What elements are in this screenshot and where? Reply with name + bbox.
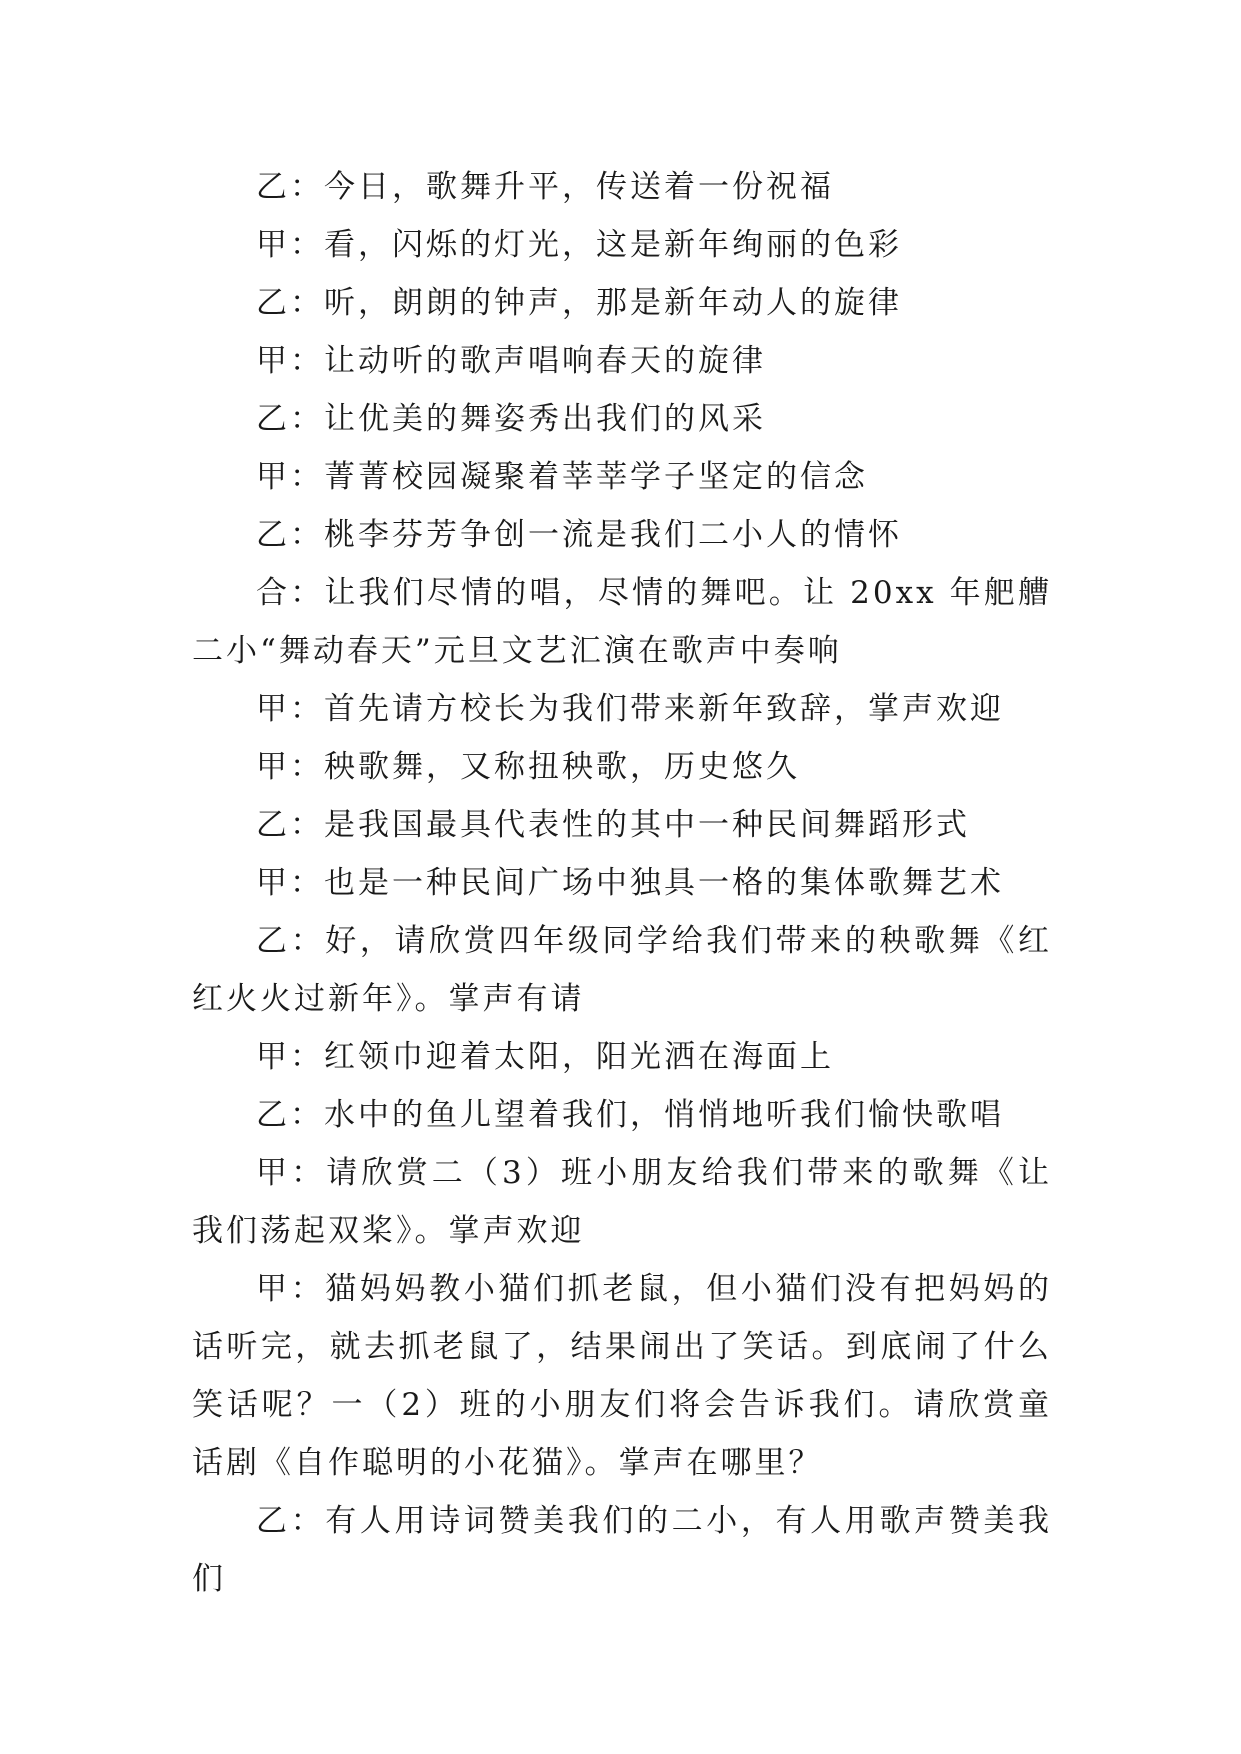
paragraph-7: 乙：桃李芬芳争创一流是我们二小人的情怀 (256, 517, 902, 553)
paragraph-13: 乙：好，请欣赏四年级同学给我们带来的秧歌舞《红红火火过新年》。掌声有请 (192, 923, 1052, 1017)
paragraph-3: 乙：听，朗朗的钟声，那是新年动人的旋律 (256, 285, 902, 321)
paragraph-11: 乙：是我国最具代表性的其中一种民间舞蹈形式 (256, 807, 970, 843)
paragraph-14: 甲：红领巾迎着太阳，阳光洒在海面上 (256, 1039, 834, 1075)
paragraph-9: 甲：首先请方校长为我们带来新年致辞，掌声欢迎 (256, 691, 1004, 727)
paragraph-4: 甲：让动听的歌声唱响春天的旋律 (256, 343, 766, 379)
paragraph-1: 乙：今日，歌舞升平，传送着一份祝福 (256, 169, 834, 205)
paragraph-12: 甲：也是一种民间广场中独具一格的集体歌舞艺术 (256, 865, 1004, 901)
paragraph-17: 甲：猫妈妈教小猫们抓老鼠，但小猫们没有把妈妈的话听完，就去抓老鼠了，结果闹出了笑话。到底闹了什么笑话呢？一（2）班的小朋友们将会告诉我们。请欣赏童话剧《自作聪明的小花猫》。掌声在哪里？ (192, 1271, 1052, 1481)
paragraph-2: 甲：看，闪烁的灯光，这是新年绚丽的色彩 (256, 227, 902, 263)
document-body (192, 158, 1052, 1608)
paragraph-16: 甲：请欣赏二（3）班小朋友给我们带来的歌舞《让我们荡起双桨》。掌声欢迎 (192, 1155, 1052, 1249)
paragraph-6: 甲：菁菁校园凝聚着莘莘学子坚定的信念 (256, 459, 868, 495)
paragraph-5: 乙：让优美的舞姿秀出我们的风采 (256, 401, 766, 437)
paragraph-15: 乙：水中的鱼儿望着我们，悄悄地听我们愉快歌唱 (256, 1097, 1004, 1133)
paragraph-10: 甲：秧歌舞，又称扭秧歌，历史悠久 (256, 749, 800, 785)
paragraph-18: 乙：有人用诗词赞美我们的二小，有人用歌声赞美我们 (192, 1503, 1052, 1597)
paragraph-8: 合：让我们尽情的唱，尽情的舞吧。让 20xx 年舥艚二小“舞动春天”元旦文艺汇演在歌声中奏响 (192, 575, 1052, 669)
